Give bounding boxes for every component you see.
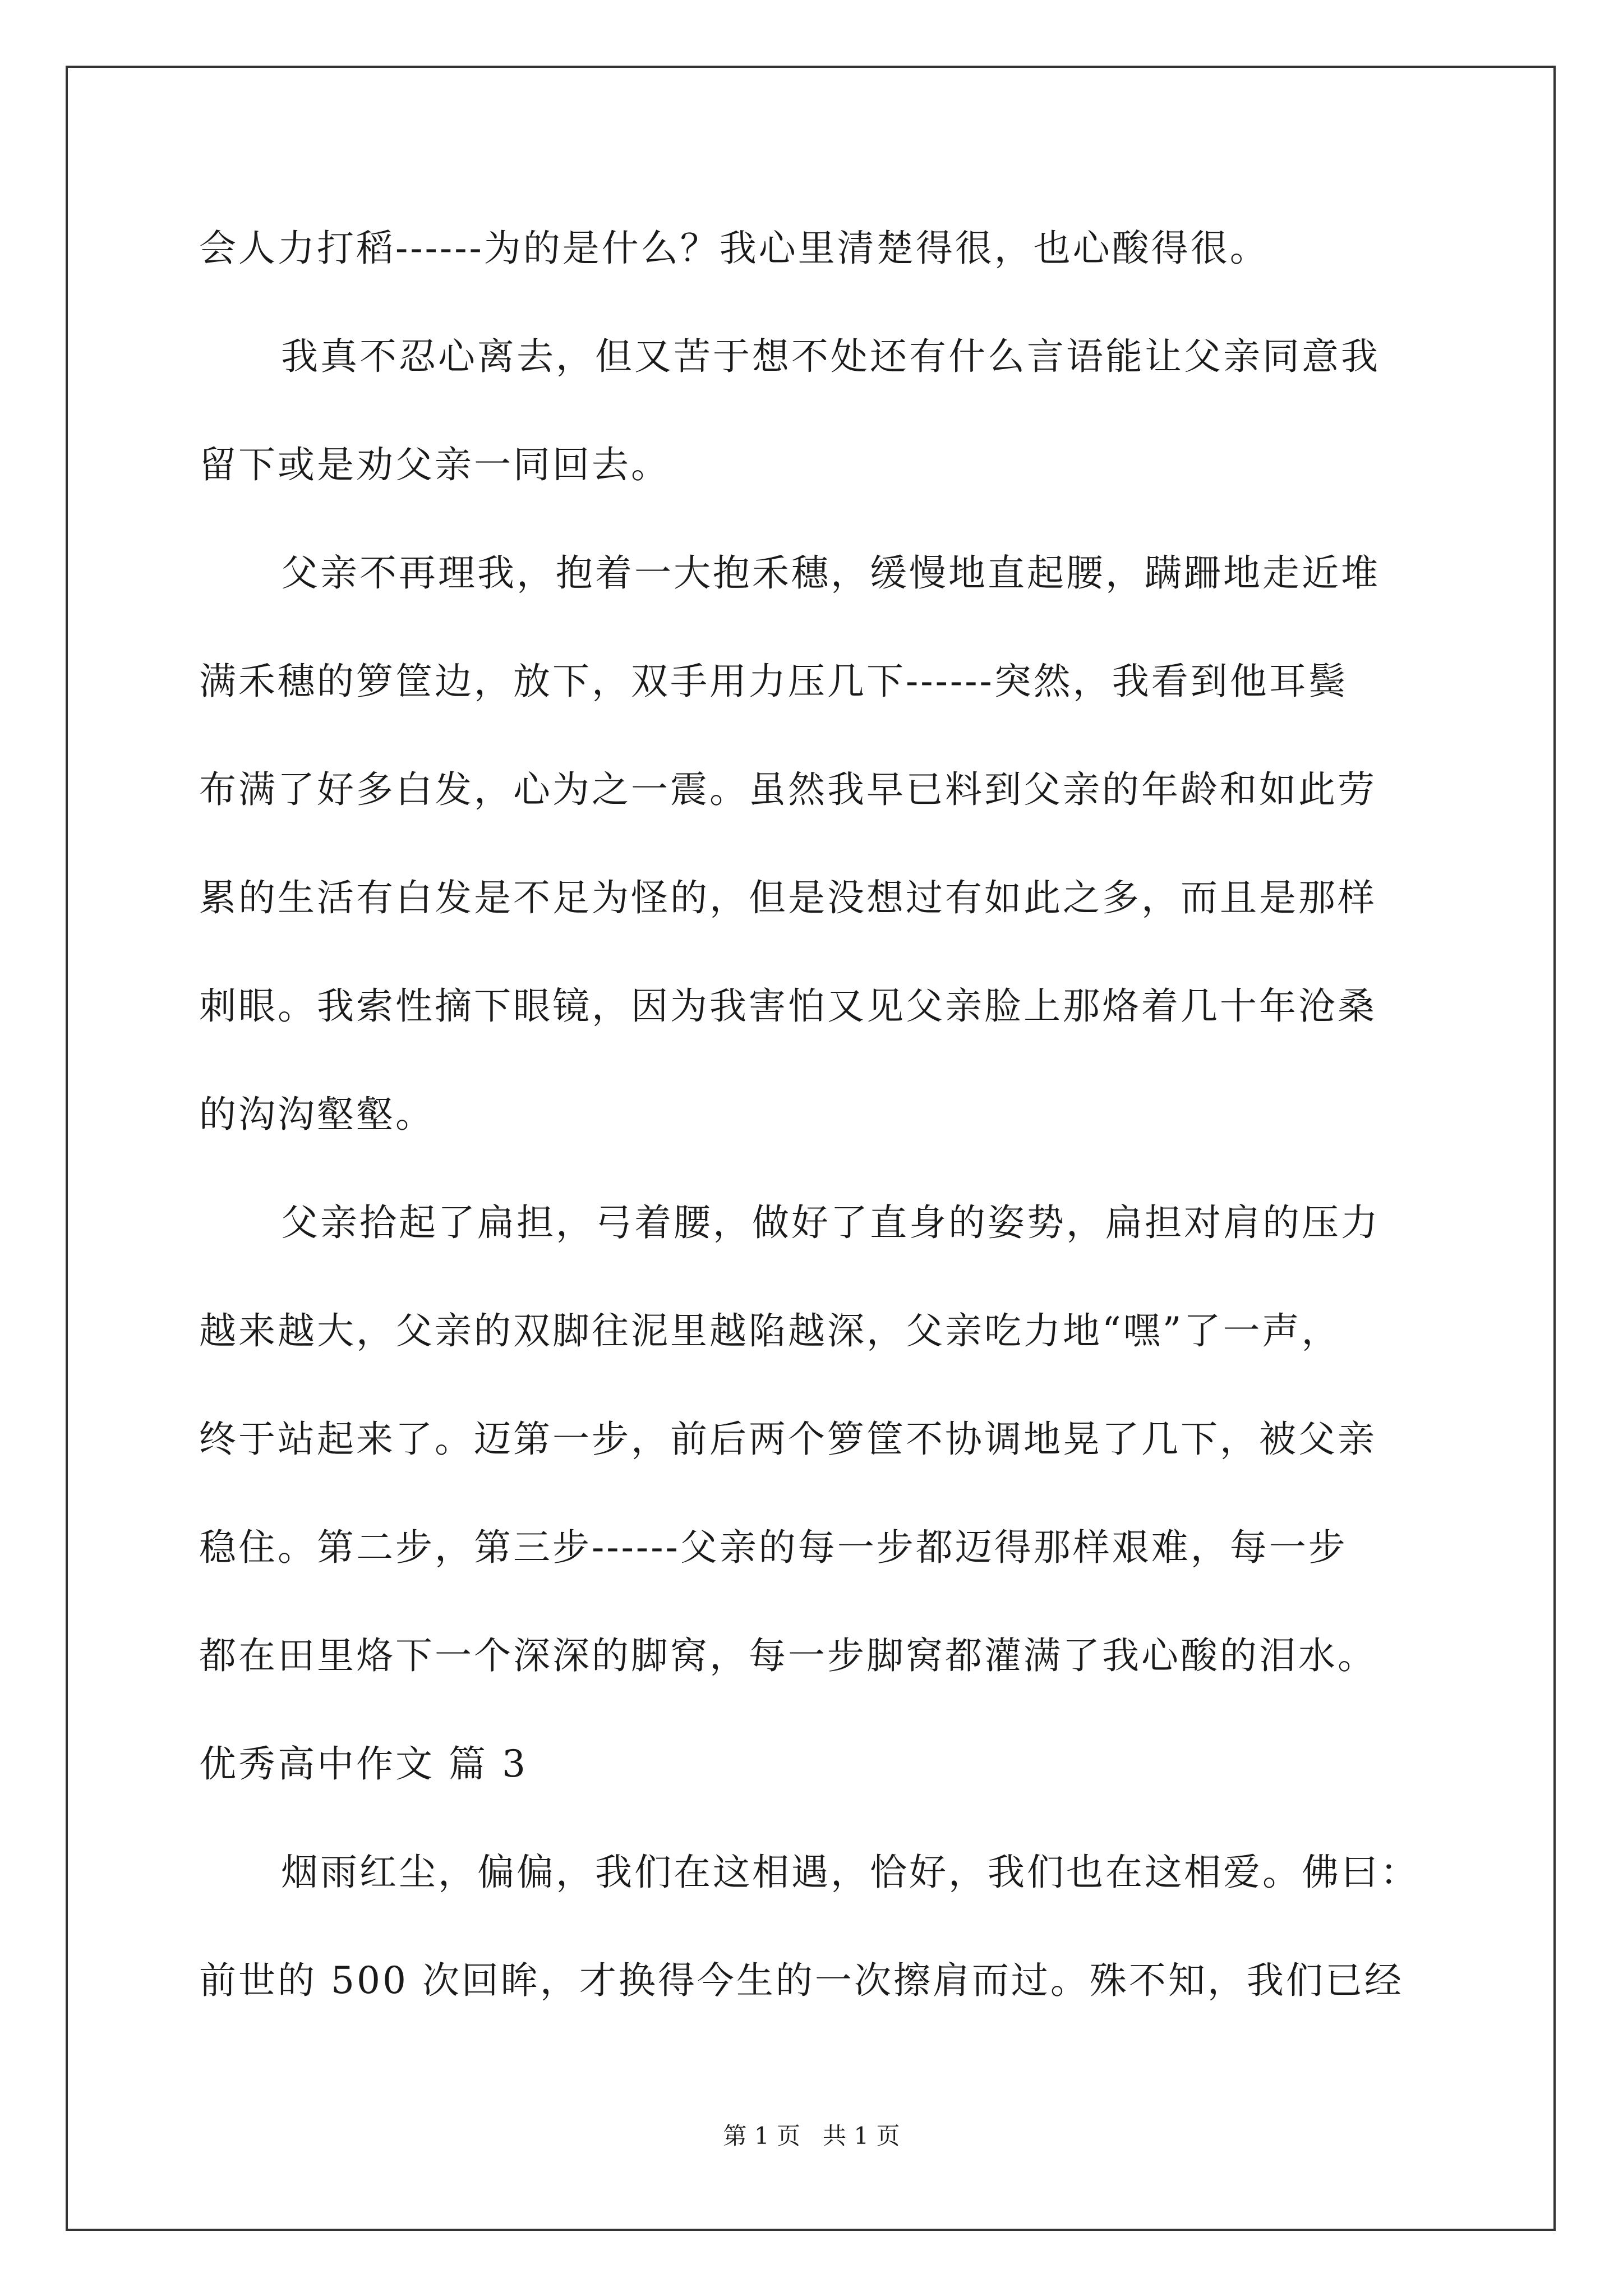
text-line: 刺眼。我索性摘下眼镜，因为我害怕又见父亲脸上那烙着几十年沧桑 — [199, 984, 1377, 1028]
text-line: 的沟沟壑壑。 — [199, 1093, 435, 1136]
text-line: 稳住。第二步，第三步------父亲的每一步都迈得那样艰难，每一步 — [199, 1526, 1348, 1569]
text-line: 满禾穗的箩筐边，放下，双手用力压几下------突然，我看到他耳鬓 — [199, 660, 1348, 703]
text-line: 会人力打稻------为的是什么？我心里清楚得很，也心酸得很。 — [199, 227, 1269, 270]
paragraph-start-line: 父亲不再理我，抱着一大抱禾穗，缓慢地直起腰，蹒跚地走近堆 — [281, 551, 1380, 595]
document-body — [199, 218, 1427, 2058]
page-footer: 第 1 页 共 1 页 — [723, 2122, 900, 2150]
section-heading: 优秀高中作文 篇 3 — [199, 1742, 528, 1786]
text-line: 都在田里烙下一个深深的脚窝，每一步脚窝都灌满了我心酸的泪水。 — [199, 1634, 1377, 1677]
paragraph-start-line: 我真不忍心离去，但又苦于想不处还有什么言语能让父亲同意我 — [281, 335, 1380, 378]
paragraph-start-line: 烟雨红尘，偏偏，我们在这相遇，恰好，我们也在这相爱。佛曰： — [281, 1851, 1419, 1894]
text-line: 留下或是劝父亲一同回去。 — [199, 443, 670, 486]
text-line: 前世的 500 次回眸，才换得今生的一次擦肩而过。殊不知，我们已经 — [199, 1959, 1404, 2002]
text-line: 累的生活有白发是不足为怪的，但是没想过有如此之多，而且是那样 — [199, 876, 1377, 919]
paragraph-start-line: 父亲拾起了扁担，弓着腰，做好了直身的姿势，扁担对肩的压力 — [281, 1201, 1380, 1244]
text-line: 终于站起来了。迈第一步，前后两个箩筐不协调地晃了几下，被父亲 — [199, 1418, 1377, 1461]
text-line: 越来越大，父亲的双脚往泥里越陷越深，父亲吃力地“嘿”了一声， — [199, 1309, 1341, 1352]
text-line: 布满了好多白发，心为之一震。虽然我早已料到父亲的年龄和如此劳 — [199, 768, 1377, 811]
